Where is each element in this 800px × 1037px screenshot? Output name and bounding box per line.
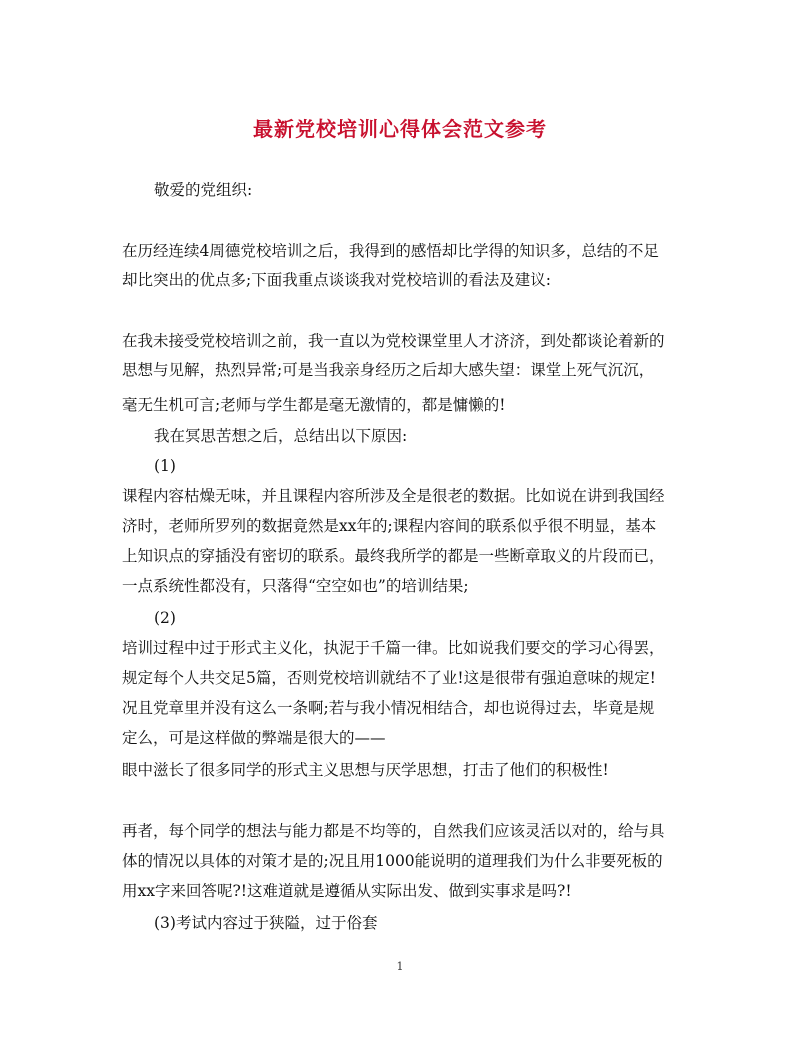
- paragraph-line: 思想与见解，热烈异常;可是当我亲身经历之后却大感失望：课堂上死气沉沉，: [122, 361, 655, 379]
- salutation: 敬爱的党组织:: [154, 181, 253, 199]
- paragraph-line: 毫无生机可言;老师与学生都是毫无激情的，都是慵懒的!: [122, 396, 506, 414]
- list-marker: (1): [154, 457, 176, 475]
- paragraph-line: 一点系统性都没有，只落得“空空如也”的培训结果;: [122, 577, 469, 595]
- paragraph-line: 定么，可是这样做的弊端是很大的——: [122, 729, 386, 747]
- paragraph-line: 在历经连续4周德党校培训之后，我得到的感悟却比学得的知识多，总结的不足: [122, 242, 659, 260]
- page-number: 1: [396, 960, 404, 973]
- paragraph-line: 培训过程中过于形式主义化，执泥于千篇一律。比如说我们要交的学习心得罢，: [122, 639, 665, 657]
- paragraph-line: 在我未接受党校培训之前，我一直以为党校课堂里人才济济，到处都谈论着新的: [122, 332, 665, 350]
- paragraph-line: 眼中滋长了很多同学的形式主义思想与厌学思想，打击了他们的积极性!: [122, 761, 609, 779]
- paragraph-line: 用xx字来回答呢?!这难道就是遵循从实际出发、做到实事求是吗?!: [122, 882, 572, 900]
- paragraph-line: 规定每个人共交足5篇，否则党校培训就结不了业!这是很带有强迫意味的规定!: [122, 669, 656, 687]
- paragraph-line: 却比突出的优点多;下面我重点谈谈我对党校培训的看法及建议:: [122, 271, 551, 289]
- page-title: 最新党校培训心得体会范文参考: [253, 117, 547, 141]
- paragraph-line: 再者，每个同学的想法与能力都是不均等的，自然我们应该灵活以对的，给与具: [122, 822, 665, 840]
- paragraph-line: 济时，老师所罗列的数据竟然是xx年的;课程内容间的联系似乎很不明显，基本: [122, 517, 657, 535]
- paragraph-line: 我在冥思苦想之后，总结出以下原因:: [154, 427, 408, 445]
- paragraph-line: 上知识点的穿插没有密切的联系。最终我所学的都是一些断章取义的片段而已，: [122, 547, 665, 565]
- list-marker: (2): [154, 609, 176, 627]
- paragraph-line: 课程内容枯燥无味，并且课程内容所涉及全是很老的数据。比如说在讲到我国经: [122, 487, 665, 505]
- paragraph-line: 况且党章里并没有这么一条啊;若与我小情况相结合，却也说得过去，毕竟是规: [122, 699, 655, 717]
- paragraph-line: 体的情况以具体的对策才是的;况且用1000能说明的道理我们为什么非要死板的: [122, 852, 663, 870]
- paragraph-line: (3)考试内容过于狭隘，过于俗套: [154, 914, 378, 932]
